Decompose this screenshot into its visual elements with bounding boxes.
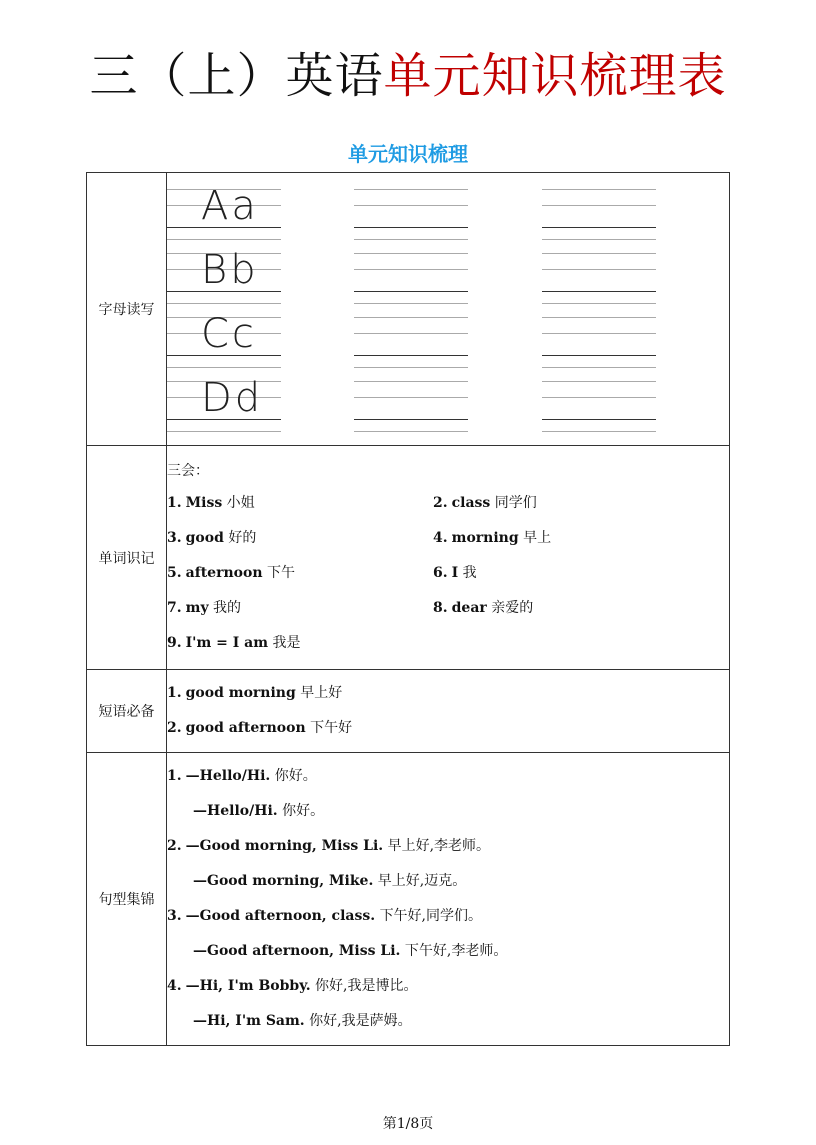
sentence-item-number: 4. <box>167 978 182 994</box>
word-item-number: 5. <box>167 565 182 581</box>
word-item-chinese: 同学们 <box>494 495 537 511</box>
writing-line <box>542 333 656 334</box>
page-title <box>0 42 816 110</box>
sentence-item-chinese: 你好。 <box>282 803 325 819</box>
word-item-english: my <box>185 600 209 616</box>
words-label: 单词识记 <box>87 446 167 670</box>
letters-row <box>87 173 730 446</box>
writing-line <box>354 303 468 304</box>
word-item <box>167 626 433 661</box>
writing-line <box>542 317 656 318</box>
sentence-item <box>167 829 729 864</box>
section-subtitle: 单元知识梳理 <box>348 142 468 166</box>
sentence-item <box>167 934 729 969</box>
title-part2: 单元知识梳理表 <box>383 48 727 104</box>
phrases-label: 短语必备 <box>87 670 167 753</box>
writing-line <box>542 303 656 304</box>
word-item-number: 6. <box>433 565 448 581</box>
writing-line <box>542 381 656 382</box>
sentence-item-number: 1. <box>167 768 182 784</box>
phrase-item <box>167 711 729 746</box>
letters-practice-column <box>354 181 541 437</box>
sentence-item-number: 2. <box>167 838 182 854</box>
sentence-item-chinese: 早上好,迈克。 <box>377 873 467 889</box>
writing-line <box>354 227 468 228</box>
phrases-row <box>87 670 730 753</box>
word-item-chinese: 亲爱的 <box>491 600 534 616</box>
word-item-chinese: 早上 <box>523 530 552 546</box>
writing-line <box>542 367 656 368</box>
sentence-item-english: —Hi, I'm Bobby. <box>185 978 311 994</box>
word-item <box>433 556 699 591</box>
sentence-item-number: 3. <box>167 908 182 924</box>
knowledge-table <box>86 172 730 1046</box>
word-item-english: dear <box>451 600 487 616</box>
word-item <box>167 556 433 591</box>
word-item <box>433 486 699 521</box>
writing-lines <box>167 245 354 309</box>
writing-line <box>542 189 656 190</box>
sentences-list <box>167 753 729 1045</box>
writing-line <box>542 227 656 228</box>
writing-line <box>542 205 656 206</box>
word-item-chinese: 我 <box>462 565 477 581</box>
letter-glyph: Aa <box>201 183 259 229</box>
phrases-content <box>167 670 730 753</box>
phrase-item-english: good morning <box>185 685 296 701</box>
sentence-item-chinese: 下午好,李老师。 <box>404 943 508 959</box>
word-item <box>167 521 433 556</box>
sentence-item <box>167 794 729 829</box>
writing-line <box>542 355 656 356</box>
writing-line <box>354 431 468 432</box>
writing-lines <box>542 309 729 373</box>
writing-line <box>354 333 468 334</box>
words-heading: 三会： <box>167 463 209 479</box>
sentence-item-english: —Good morning, Miss Li. <box>185 838 384 854</box>
writing-line <box>354 189 468 190</box>
writing-line <box>354 419 468 420</box>
sentence-item-chinese: 早上好,李老师。 <box>387 838 491 854</box>
writing-lines <box>167 309 354 373</box>
word-item-number: 4. <box>433 530 448 546</box>
word-item-english: morning <box>451 530 519 546</box>
word-item-english: afternoon <box>185 565 263 581</box>
word-item-english: I <box>451 565 459 581</box>
phrases-list <box>167 670 729 752</box>
writing-line <box>354 205 468 206</box>
sentence-item <box>167 759 729 794</box>
phrase-item-number: 1. <box>167 685 182 701</box>
word-item-number: 8. <box>433 600 448 616</box>
writing-line <box>542 419 656 420</box>
page-number: 第1/8页 <box>382 1116 434 1132</box>
phrase-item-chinese: 下午好 <box>310 720 353 736</box>
writing-line <box>354 397 468 398</box>
words-row <box>87 446 730 670</box>
sentence-item <box>167 864 729 899</box>
word-item-number: 9. <box>167 635 182 651</box>
word-item-number: 3. <box>167 530 182 546</box>
word-item <box>167 486 433 521</box>
writing-line <box>354 269 468 270</box>
writing-lines <box>354 245 541 309</box>
writing-line <box>542 253 656 254</box>
sentence-item-english: —Hi, I'm Sam. <box>193 1013 305 1029</box>
letters-content <box>167 173 730 446</box>
word-item-number: 2. <box>433 495 448 511</box>
phrase-item <box>167 676 729 711</box>
writing-lines <box>542 373 729 437</box>
letter-glyph: Bb <box>201 247 259 293</box>
writing-line <box>542 397 656 398</box>
sentence-item-chinese: 你好,我是萨姆。 <box>309 1013 412 1029</box>
sentence-item-chinese: 你好。 <box>274 768 317 784</box>
writing-line <box>167 303 281 304</box>
letters-label: 字母读写 <box>87 173 167 446</box>
letters-example-column <box>167 181 354 437</box>
sentences-label: 句型集锦 <box>87 753 167 1046</box>
writing-line <box>354 317 468 318</box>
sentence-item-english: —Hello/Hi. <box>185 768 271 784</box>
writing-line <box>354 381 468 382</box>
word-item-chinese: 我是 <box>272 635 301 651</box>
sentences-row <box>87 753 730 1046</box>
writing-line <box>542 291 656 292</box>
sentence-item-chinese: 下午好,同学们。 <box>379 908 483 924</box>
letter-glyph: Dd <box>201 375 264 421</box>
writing-line <box>354 253 468 254</box>
sentence-item-english: —Good afternoon, class. <box>185 908 376 924</box>
writing-lines <box>354 373 541 437</box>
sentence-item-english: —Good afternoon, Miss Li. <box>193 943 401 959</box>
word-item-english: I'm = I am <box>185 635 269 651</box>
word-item-chinese: 下午 <box>266 565 295 581</box>
writing-line <box>354 367 468 368</box>
writing-lines <box>354 181 541 245</box>
writing-lines <box>167 181 354 245</box>
sentence-item-english: —Hello/Hi. <box>193 803 278 819</box>
word-item-chinese: 好的 <box>228 530 257 546</box>
word-item-chinese: 小姐 <box>226 495 255 511</box>
phrase-item-chinese: 早上好 <box>300 685 343 701</box>
writing-line <box>542 269 656 270</box>
word-item <box>433 591 699 626</box>
writing-line <box>167 239 281 240</box>
letter-glyph: Cc <box>201 311 257 357</box>
word-item-english: good <box>185 530 224 546</box>
writing-lines <box>167 373 354 437</box>
title-part1: 三（上）英语 <box>89 48 384 104</box>
sentence-item-chinese: 你好,我是博比。 <box>315 978 418 994</box>
writing-lines <box>354 309 541 373</box>
writing-line <box>167 367 281 368</box>
sentences-content <box>167 753 730 1046</box>
sentence-item-english: —Good morning, Mike. <box>193 873 374 889</box>
word-item-number: 1. <box>167 495 182 511</box>
writing-line <box>354 239 468 240</box>
words-content <box>167 446 730 670</box>
writing-lines <box>542 245 729 309</box>
phrase-item-number: 2. <box>167 720 182 736</box>
word-item <box>433 521 699 556</box>
writing-line <box>354 291 468 292</box>
writing-lines <box>542 181 729 245</box>
writing-line <box>354 355 468 356</box>
sentence-item <box>167 1004 729 1039</box>
sentence-item <box>167 899 729 934</box>
writing-line <box>542 239 656 240</box>
word-item-english: Miss <box>185 495 223 511</box>
word-item <box>167 591 433 626</box>
word-item-chinese: 我的 <box>213 600 242 616</box>
writing-line <box>542 431 656 432</box>
word-item-number: 7. <box>167 600 182 616</box>
writing-line <box>167 431 281 432</box>
phrase-item-english: good afternoon <box>185 720 306 736</box>
letters-practice-column <box>542 181 729 437</box>
word-item-english: class <box>451 495 491 511</box>
sentence-item <box>167 969 729 1004</box>
words-list <box>167 486 729 661</box>
